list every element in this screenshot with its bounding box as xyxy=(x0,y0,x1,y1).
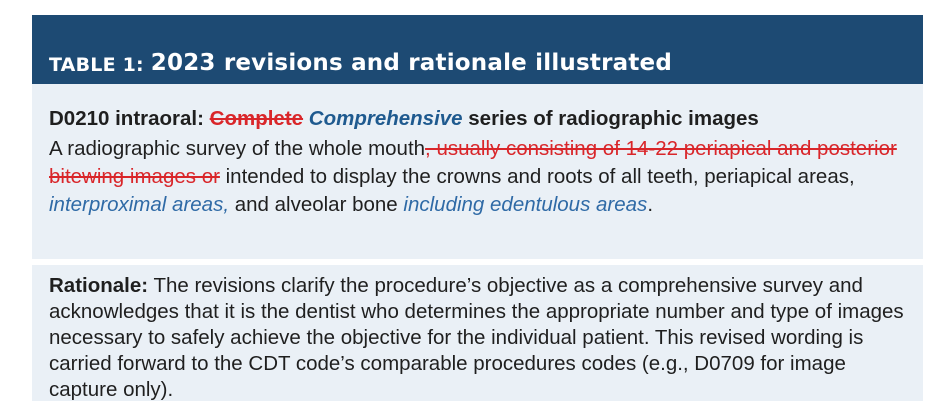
description-added-text-2: including edentulous areas xyxy=(403,193,648,216)
rationale-section xyxy=(32,265,923,401)
table-number-label: TABLE 1: xyxy=(49,54,144,76)
description-added-text-1: interproximal areas, xyxy=(49,193,230,216)
description-text-4: . xyxy=(647,193,654,216)
description-removed-text: , usually consisting of 14-22 periapical and posterior bitewing images or xyxy=(49,137,897,188)
procedure-code: D0210 intraoral: xyxy=(49,107,204,130)
description-text-2: intended to display the crowns and roots of all teeth, periapical areas, xyxy=(219,165,855,188)
description-text-3: and alveolar bone xyxy=(229,193,404,216)
revisions-table xyxy=(32,15,923,401)
rationale-text: The revisions clarify the procedure’s objective as a comprehensive survey and acknowledges that it is the dentist who determines the appropriate number and type of images necessary to safely achieve the objective for the individual patient. This revised wording is carried forward to the CDT code’s comparable procedures codes (e.g., D0709 for image capture only). xyxy=(49,274,904,401)
description-text-1: A radiographic survey of the whole mouth xyxy=(49,137,426,160)
table-header xyxy=(32,15,923,84)
added-word: Comprehensive xyxy=(308,107,463,130)
code-description xyxy=(49,135,906,219)
code-title xyxy=(49,106,906,132)
rationale-paragraph xyxy=(49,273,906,403)
rationale-label: Rationale: xyxy=(49,274,149,297)
removed-word: Complete xyxy=(209,107,304,130)
code-revision-section xyxy=(32,95,923,253)
table-title: 2023 revisions and rationale illustrated xyxy=(150,50,673,76)
code-title-rest: series of radiographic images xyxy=(468,107,759,130)
